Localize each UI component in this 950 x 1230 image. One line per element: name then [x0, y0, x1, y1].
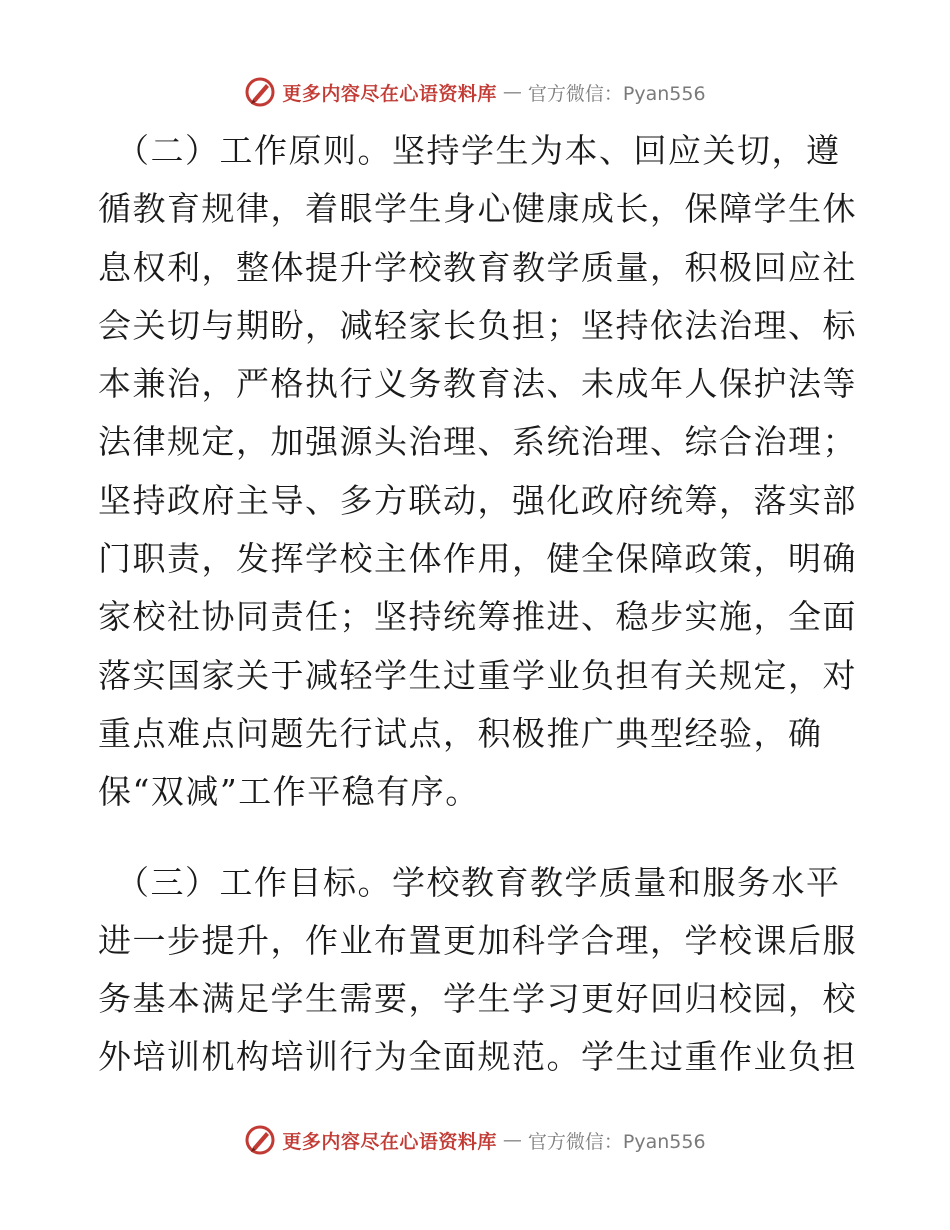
text-line: 坚持政府主导、多方联动，强化政府统筹，落实部 — [98, 480, 857, 520]
document-body — [98, 122, 857, 1087]
paragraph-goals — [98, 854, 857, 1087]
text-line: 务基本满足学生需要，学生学习更好回归校园，校 — [98, 979, 857, 1019]
watermark-site-text: 更多内容尽在心语资料库 — [282, 1130, 497, 1153]
text-line: 门职责，发挥学校主体作用，健全保障政策，明确 — [98, 539, 857, 579]
text-line: 法律规定，加强源头治理、系统治理、综合治理； — [98, 422, 857, 462]
text-line: 外培训机构培训行为全面规范。学生过重作业负担 — [98, 1037, 857, 1077]
watermark-wechat-text: 官方微信：Pyan556 — [527, 1130, 706, 1153]
watermark-dash: — — [502, 81, 522, 103]
text-line: 进一步提升，作业布置更加科学合理，学校课后服 — [98, 920, 857, 960]
text-line: 循教育规律，着眼学生身心健康成长，保障学生休 — [98, 189, 857, 229]
text-line: 重点难点问题先行试点，积极推广典型经验，确 — [98, 713, 823, 753]
text-line: 家校社协同责任；坚持统筹推进、稳步实施，全面 — [98, 597, 857, 637]
pen-logo-icon — [244, 1124, 276, 1156]
text-line: （三）工作目标。学校教育教学质量和服务水平 — [116, 862, 841, 902]
pen-logo-icon — [244, 76, 276, 108]
paragraph-principles — [98, 122, 857, 822]
footer-watermark — [0, 1120, 950, 1160]
text-line: 本兼治，严格执行义务教育法、未成年人保护法等 — [98, 364, 857, 404]
watermark-site-text: 更多内容尽在心语资料库 — [282, 82, 497, 105]
paragraph-spacer — [98, 822, 850, 854]
text-line: 会关切与期盼，减轻家长负担；坚持依法治理、标 — [98, 305, 857, 345]
text-line: 落实国家关于减轻学生过重学业负担有关规定，对 — [98, 655, 857, 695]
header-watermark — [0, 72, 950, 112]
watermark-wechat-text: 官方微信：Pyan556 — [527, 82, 706, 105]
watermark-dash: — — [502, 1129, 522, 1151]
text-line: 息权利，整体提升学校教育教学质量，积极回应社 — [98, 247, 857, 287]
text-line: （二）工作原则。坚持学生为本、回应关切，遵 — [116, 131, 841, 170]
text-line: 保“双减”工作平稳有序。 — [98, 772, 480, 812]
